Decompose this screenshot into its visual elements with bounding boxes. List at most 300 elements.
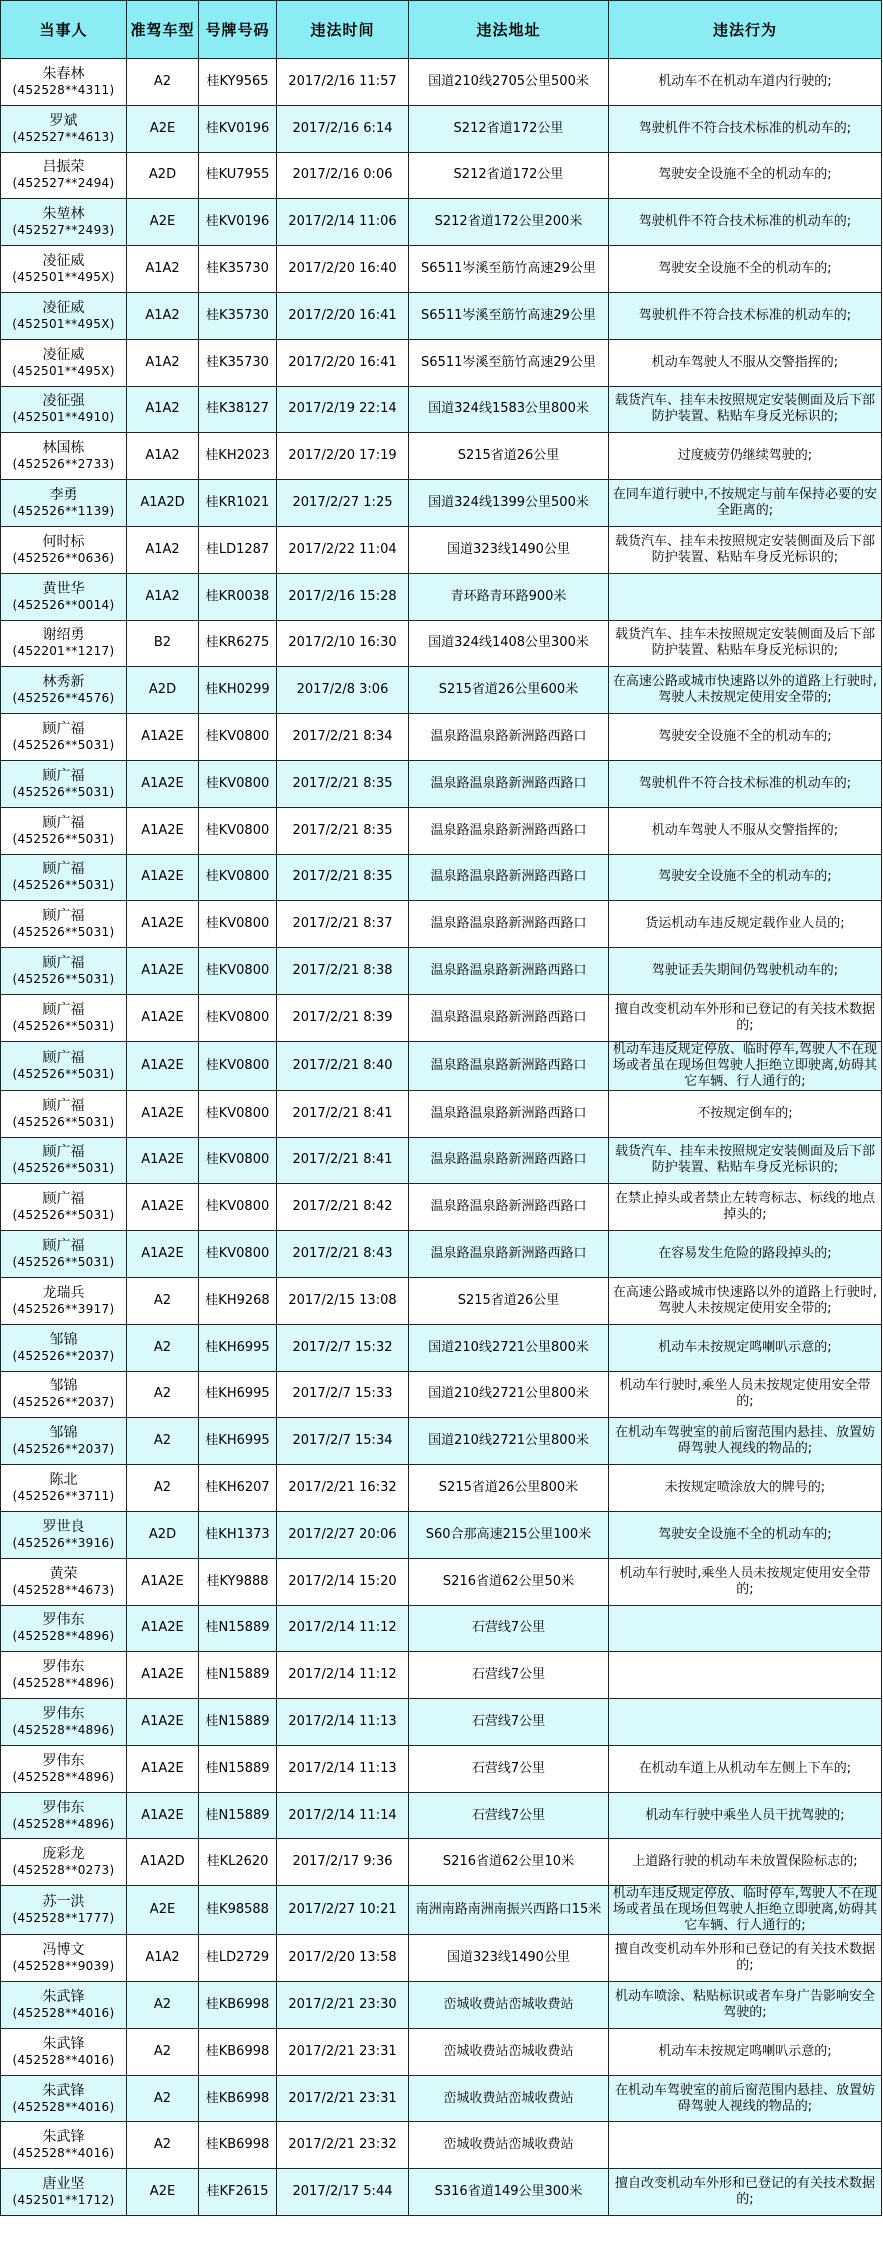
party-cell xyxy=(1,1231,127,1278)
violation-act-cell: 驾驶证丢失期间仍驾驶机动车的; xyxy=(609,948,882,995)
party-cell xyxy=(1,526,127,573)
plate-number-cell: 桂KV0800 xyxy=(199,901,277,948)
violation-act-cell: 载货汽车、挂车未按照规定安装侧面及后下部防护装置、粘贴车身反光标识的; xyxy=(609,526,882,573)
party-name: 朱武锋 xyxy=(42,2129,85,2146)
violation-time-cell: 2017/2/20 17:19 xyxy=(277,433,409,480)
table-row xyxy=(1,1465,882,1512)
violation-address-cell: S212省道172公里 xyxy=(409,105,609,152)
party-id-number: (452201**1217) xyxy=(12,644,115,659)
violation-time-cell: 2017/2/16 11:57 xyxy=(277,59,409,106)
plate-number-cell: 桂KV0800 xyxy=(199,1090,277,1137)
plate-number-cell: 桂KR1021 xyxy=(199,480,277,527)
table-row xyxy=(1,807,882,854)
violation-address-cell: 石营线7公里 xyxy=(409,1745,609,1792)
party-name: 庞彩龙 xyxy=(42,1846,85,1863)
table-row xyxy=(1,386,882,433)
violation-address-cell: 温泉路温泉路新洲路西路口 xyxy=(409,948,609,995)
party-cell xyxy=(1,59,127,106)
plate-number-cell: 桂KH0299 xyxy=(199,667,277,714)
violation-address-cell: 温泉路温泉路新洲路西路口 xyxy=(409,760,609,807)
violation-time-cell: 2017/2/16 15:28 xyxy=(277,573,409,620)
table-row xyxy=(1,105,882,152)
license-class-cell: A1A2E xyxy=(127,1792,199,1839)
violation-address-cell: S316省道149公里300米 xyxy=(409,2169,609,2216)
violation-act-cell: 机动车驾驶人不服从交警指挥的; xyxy=(609,807,882,854)
party-id-number: (452526**3917) xyxy=(12,1301,115,1316)
violation-address-cell: S6511岑溪至筋竹高速29公里 xyxy=(409,292,609,339)
license-class-cell: A1A2E xyxy=(127,1137,199,1184)
party-name: 何时标 xyxy=(42,533,85,550)
license-class-cell: A2 xyxy=(127,1465,199,1512)
party-name: 罗伟东 xyxy=(42,1799,85,1816)
plate-number-cell: 桂N15889 xyxy=(199,1699,277,1746)
plate-number-cell: 桂KV0800 xyxy=(199,1041,277,1090)
table-row xyxy=(1,760,882,807)
violation-act-cell: 驾驶机件不符合技术标准的机动车的; xyxy=(609,105,882,152)
party-cell xyxy=(1,1886,127,1935)
violation-act-cell: 驾驶机件不符合技术标准的机动车的; xyxy=(609,292,882,339)
table-row xyxy=(1,1558,882,1605)
table-row xyxy=(1,1699,882,1746)
violation-act-cell: 在禁止掉头或者禁止左转弯标志、标线的地点掉头的; xyxy=(609,1184,882,1231)
violation-act-cell: 机动车未按规定鸣喇叭示意的; xyxy=(609,2028,882,2075)
party-cell xyxy=(1,480,127,527)
party-name: 顾广福 xyxy=(42,1238,85,1255)
violation-time-cell: 2017/2/14 11:12 xyxy=(277,1605,409,1652)
violation-act-cell: 机动车违反规定停放、临时停车,驾驶人不在现场或者虽在现场但驾驶人拒绝立即驶离,妨碍其它车辆、行人通行的; xyxy=(609,1886,882,1935)
license-class-cell: A2E xyxy=(127,199,199,246)
violation-time-cell: 2017/2/21 8:35 xyxy=(277,760,409,807)
violation-time-cell: 2017/2/8 3:06 xyxy=(277,667,409,714)
violation-act-cell: 载货汽车、挂车未按照规定安装侧面及后下部防护装置、粘贴车身反光标识的; xyxy=(609,1137,882,1184)
table-row xyxy=(1,339,882,386)
party-id-number: (452526**0636) xyxy=(12,550,115,565)
license-class-cell: A2 xyxy=(127,1371,199,1418)
violation-address-cell: S6511岑溪至筋竹高速29公里 xyxy=(409,246,609,293)
violation-time-cell: 2017/2/27 20:06 xyxy=(277,1511,409,1558)
party-cell xyxy=(1,292,127,339)
plate-number-cell: 桂KL2620 xyxy=(199,1839,277,1886)
violation-time-cell: 2017/2/21 8:40 xyxy=(277,1041,409,1090)
party-id-number: (452526**0014) xyxy=(12,597,115,612)
party-name: 朱武锋 xyxy=(42,2035,85,2052)
license-class-cell: A1A2 xyxy=(127,1935,199,1982)
table-row xyxy=(1,480,882,527)
violation-act-cell xyxy=(609,1652,882,1699)
party-name: 陈北 xyxy=(49,1472,78,1488)
table-row xyxy=(1,1745,882,1792)
violation-time-cell: 2017/2/14 11:12 xyxy=(277,1652,409,1699)
violation-address-cell: 温泉路温泉路新洲路西路口 xyxy=(409,1184,609,1231)
party-cell xyxy=(1,854,127,901)
party-id-number: (452501**495X) xyxy=(12,316,115,331)
violation-address-cell: 温泉路温泉路新洲路西路口 xyxy=(409,901,609,948)
party-name: 朱春林 xyxy=(42,65,85,82)
party-name: 邹锦 xyxy=(49,1425,78,1442)
violation-address-cell: 国道324线1408公里300米 xyxy=(409,620,609,667)
violation-act-cell: 驾驶安全设施不全的机动车的; xyxy=(609,1511,882,1558)
party-id-number: (452526**5031) xyxy=(12,878,115,893)
party-cell xyxy=(1,1558,127,1605)
header-violation-address: 违法地址 xyxy=(409,1,609,59)
license-class-cell: A1A2E xyxy=(127,760,199,807)
license-class-cell: A1A2D xyxy=(127,480,199,527)
party-id-number: (452528**0273) xyxy=(12,1863,115,1878)
violation-time-cell: 2017/2/27 10:21 xyxy=(277,1886,409,1935)
plate-number-cell: 桂KV0800 xyxy=(199,994,277,1041)
license-class-cell: A1A2E xyxy=(127,1699,199,1746)
plate-number-cell: 桂K38127 xyxy=(199,386,277,433)
violation-address-cell: S215省道26公里600米 xyxy=(409,667,609,714)
violation-time-cell: 2017/2/10 16:30 xyxy=(277,620,409,667)
license-class-cell: A2E xyxy=(127,1886,199,1935)
violation-time-cell: 2017/2/22 11:04 xyxy=(277,526,409,573)
party-name: 朱堃林 xyxy=(42,206,85,223)
party-cell xyxy=(1,1371,127,1418)
license-class-cell: A1A2 xyxy=(127,573,199,620)
header-license-class: 准驾车型 xyxy=(127,1,199,59)
party-name: 罗伟东 xyxy=(42,1705,85,1722)
party-name: 朱武锋 xyxy=(42,1988,85,2005)
header-violation-act: 违法行为 xyxy=(609,1,882,59)
table-row xyxy=(1,1886,882,1935)
violation-address-cell: 国道210线2705公里500米 xyxy=(409,59,609,106)
party-id-number: (452526**5031) xyxy=(12,1161,115,1176)
license-class-cell: A2D xyxy=(127,667,199,714)
license-class-cell: A1A2E xyxy=(127,994,199,1041)
violation-act-cell: 在机动车驾驶室的前后窗范围内悬挂、放置妨碍驾驶人视线的物品的; xyxy=(609,1418,882,1465)
table-row xyxy=(1,1231,882,1278)
party-name: 凌征威 xyxy=(42,253,85,270)
party-name: 邹锦 xyxy=(49,1378,78,1395)
table-row xyxy=(1,620,882,667)
violation-act-cell: 驾驶安全设施不全的机动车的; xyxy=(609,152,882,199)
table-row xyxy=(1,1982,882,2029)
violation-address-cell: 青环路青环路900米 xyxy=(409,573,609,620)
table-row xyxy=(1,948,882,995)
table-row xyxy=(1,1839,882,1886)
party-cell xyxy=(1,1935,127,1982)
license-class-cell: A2 xyxy=(127,1418,199,1465)
violation-time-cell: 2017/2/7 15:33 xyxy=(277,1371,409,1418)
violation-time-cell: 2017/2/21 23:31 xyxy=(277,2075,409,2122)
table-row xyxy=(1,901,882,948)
license-class-cell: A2 xyxy=(127,1324,199,1371)
violation-act-cell: 过度疲劳仍继续驾驶的; xyxy=(609,433,882,480)
license-class-cell: A1A2E xyxy=(127,1745,199,1792)
party-name: 顾广福 xyxy=(42,908,85,925)
plate-number-cell: 桂LD1287 xyxy=(199,526,277,573)
party-cell xyxy=(1,1652,127,1699)
violation-address-cell: 国道323线1490公里 xyxy=(409,526,609,573)
party-name: 顾广福 xyxy=(42,1049,85,1066)
plate-number-cell: 桂KR6275 xyxy=(199,620,277,667)
license-class-cell: A2D xyxy=(127,152,199,199)
violation-address-cell: 温泉路温泉路新洲路西路口 xyxy=(409,1137,609,1184)
party-name: 林秀新 xyxy=(42,674,85,691)
table-row xyxy=(1,1137,882,1184)
violation-address-cell: S216省道62公里10米 xyxy=(409,1839,609,1886)
party-cell xyxy=(1,1745,127,1792)
party-cell xyxy=(1,1839,127,1886)
party-name: 顾广福 xyxy=(42,955,85,972)
violation-act-cell: 在高速公路或城市快速路以外的道路上行驶时,驾驶人未按规定使用安全带的; xyxy=(609,1277,882,1324)
violation-time-cell: 2017/2/21 8:37 xyxy=(277,901,409,948)
party-cell xyxy=(1,2075,127,2122)
violation-act-cell: 不按规定倒车的; xyxy=(609,1090,882,1137)
party-id-number: (452528**4896) xyxy=(12,1676,115,1691)
violation-act-cell: 在机动车驾驶室的前后窗范围内悬挂、放置妨碍驾驶人视线的物品的; xyxy=(609,2075,882,2122)
violation-time-cell: 2017/2/21 8:35 xyxy=(277,807,409,854)
header-plate-number: 号牌号码 xyxy=(199,1,277,59)
license-class-cell: A1A2E xyxy=(127,1558,199,1605)
party-name: 凌征威 xyxy=(42,299,85,316)
party-cell xyxy=(1,1137,127,1184)
table-row xyxy=(1,1605,882,1652)
plate-number-cell: 桂KH9268 xyxy=(199,1277,277,1324)
license-class-cell: A2D xyxy=(127,1511,199,1558)
party-cell xyxy=(1,2122,127,2169)
violation-address-cell: 石营线7公里 xyxy=(409,1605,609,1652)
party-cell xyxy=(1,1324,127,1371)
party-id-number: (452501**4910) xyxy=(12,410,115,425)
plate-number-cell: 桂KU7955 xyxy=(199,152,277,199)
party-name: 唐业坚 xyxy=(42,2176,85,2193)
violation-act-cell xyxy=(609,2122,882,2169)
violation-address-cell: 峦城收费站峦城收费站 xyxy=(409,2028,609,2075)
violation-time-cell: 2017/2/21 8:43 xyxy=(277,1231,409,1278)
license-class-cell: A1A2E xyxy=(127,901,199,948)
violation-act-cell xyxy=(609,1699,882,1746)
party-cell xyxy=(1,386,127,433)
party-name: 凌征威 xyxy=(42,346,85,363)
plate-number-cell: 桂KH6995 xyxy=(199,1324,277,1371)
party-name: 罗伟东 xyxy=(42,1612,85,1629)
violation-time-cell: 2017/2/16 6:14 xyxy=(277,105,409,152)
violation-act-cell: 未按规定喷涂放大的牌号的; xyxy=(609,1465,882,1512)
party-cell xyxy=(1,620,127,667)
plate-number-cell: 桂KH1373 xyxy=(199,1511,277,1558)
party-cell xyxy=(1,246,127,293)
violation-act-cell: 机动车喷涂、粘贴标识或者车身广告影响安全驾驶的; xyxy=(609,1982,882,2029)
plate-number-cell: 桂KV0800 xyxy=(199,760,277,807)
table-row xyxy=(1,994,882,1041)
party-cell xyxy=(1,714,127,761)
party-id-number: (452528**4896) xyxy=(12,1629,115,1644)
party-id-number: (452527**4613) xyxy=(12,129,115,144)
party-name: 邹锦 xyxy=(49,1331,78,1348)
party-cell xyxy=(1,573,127,620)
party-cell xyxy=(1,1605,127,1652)
violation-act-cell: 驾驶机件不符合技术标准的机动车的; xyxy=(609,199,882,246)
license-class-cell: A2 xyxy=(127,2028,199,2075)
violation-time-cell: 2017/2/15 13:08 xyxy=(277,1277,409,1324)
plate-number-cell: 桂KV0800 xyxy=(199,948,277,995)
violation-address-cell: 国道323线1490公里 xyxy=(409,1935,609,1982)
license-class-cell: A1A2 xyxy=(127,246,199,293)
table-row xyxy=(1,1277,882,1324)
party-id-number: (452528**4896) xyxy=(12,1722,115,1737)
party-cell xyxy=(1,807,127,854)
table-row xyxy=(1,2169,882,2216)
party-id-number: (452526**5031) xyxy=(12,831,115,846)
violation-address-cell: S216省道62公里50米 xyxy=(409,1558,609,1605)
violation-act-cell: 擅自改变机动车外形和已登记的有关技术数据的; xyxy=(609,1935,882,1982)
party-name: 龙瑞兵 xyxy=(42,1284,85,1301)
license-class-cell: B2 xyxy=(127,620,199,667)
party-id-number: (452526**5031) xyxy=(12,738,115,753)
plate-number-cell: 桂KV0800 xyxy=(199,854,277,901)
table-row xyxy=(1,2122,882,2169)
license-class-cell: A2E xyxy=(127,105,199,152)
plate-number-cell: 桂N15889 xyxy=(199,1745,277,1792)
violation-time-cell: 2017/2/21 8:42 xyxy=(277,1184,409,1231)
violation-act-cell xyxy=(609,573,882,620)
plate-number-cell: 桂KV0800 xyxy=(199,1231,277,1278)
party-id-number: (452528**4896) xyxy=(12,1769,115,1784)
header-row xyxy=(1,1,882,59)
violation-address-cell: S215省道26公里 xyxy=(409,433,609,480)
violation-act-cell: 在机动车道上从机动车左侧上下车的; xyxy=(609,1745,882,1792)
table-row xyxy=(1,1184,882,1231)
party-name: 罗斌 xyxy=(49,112,78,129)
violation-time-cell: 2017/2/14 11:06 xyxy=(277,199,409,246)
violation-time-cell: 2017/2/7 15:34 xyxy=(277,1418,409,1465)
plate-number-cell: 桂KH2023 xyxy=(199,433,277,480)
party-name: 顾广福 xyxy=(42,767,85,784)
plate-number-cell: 桂LD2729 xyxy=(199,1935,277,1982)
violation-address-cell: 温泉路温泉路新洲路西路口 xyxy=(409,807,609,854)
plate-number-cell: 桂KB6998 xyxy=(199,2075,277,2122)
party-name: 罗伟东 xyxy=(42,1659,85,1676)
violation-act-cell: 驾驶机件不符合技术标准的机动车的; xyxy=(609,760,882,807)
table-row xyxy=(1,667,882,714)
violation-time-cell: 2017/2/20 16:40 xyxy=(277,246,409,293)
plate-number-cell: 桂KB6998 xyxy=(199,2122,277,2169)
table-row xyxy=(1,1792,882,1839)
plate-number-cell: 桂N15889 xyxy=(199,1605,277,1652)
violation-time-cell: 2017/2/21 8:38 xyxy=(277,948,409,995)
party-id-number: (452526**5031) xyxy=(12,925,115,940)
party-name: 谢绍勇 xyxy=(42,627,85,644)
party-id-number: (452528**4311) xyxy=(12,82,115,97)
violation-time-cell: 2017/2/27 1:25 xyxy=(277,480,409,527)
violation-act-cell xyxy=(609,1605,882,1652)
violation-address-cell: 国道324线1583公里800米 xyxy=(409,386,609,433)
party-id-number: (452526**4576) xyxy=(12,691,115,706)
violation-time-cell: 2017/2/21 23:32 xyxy=(277,2122,409,2169)
violation-address-cell: 石营线7公里 xyxy=(409,1792,609,1839)
violation-time-cell: 2017/2/17 9:36 xyxy=(277,1839,409,1886)
plate-number-cell: 桂KV0800 xyxy=(199,1137,277,1184)
violation-time-cell: 2017/2/16 0:06 xyxy=(277,152,409,199)
violation-act-cell: 擅自改变机动车外形和已登记的有关技术数据的; xyxy=(609,2169,882,2216)
plate-number-cell: 桂KH6207 xyxy=(199,1465,277,1512)
violation-act-cell: 驾驶安全设施不全的机动车的; xyxy=(609,246,882,293)
table-row xyxy=(1,1324,882,1371)
violation-address-cell: S212省道172公里 xyxy=(409,152,609,199)
party-cell xyxy=(1,1277,127,1324)
violation-act-cell: 驾驶安全设施不全的机动车的; xyxy=(609,854,882,901)
party-cell xyxy=(1,667,127,714)
violation-address-cell: S215省道26公里800米 xyxy=(409,1465,609,1512)
violation-act-cell: 在容易发生危险的路段掉头的; xyxy=(609,1231,882,1278)
party-id-number: (452528**4016) xyxy=(12,2052,115,2067)
party-cell xyxy=(1,433,127,480)
license-class-cell: A1A2E xyxy=(127,1605,199,1652)
party-cell xyxy=(1,339,127,386)
party-cell xyxy=(1,1041,127,1090)
plate-number-cell: 桂KY9888 xyxy=(199,1558,277,1605)
plate-number-cell: 桂K35730 xyxy=(199,246,277,293)
party-id-number: (452526**5031) xyxy=(12,972,115,987)
party-id-number: (452526**5031) xyxy=(12,784,115,799)
violation-act-cell: 机动车行驶时,乘坐人员未按规定使用安全带的; xyxy=(609,1558,882,1605)
plate-number-cell: 桂KV0800 xyxy=(199,807,277,854)
party-name: 苏一洪 xyxy=(42,1894,85,1911)
violation-time-cell: 2017/2/7 15:32 xyxy=(277,1324,409,1371)
table-row xyxy=(1,854,882,901)
table-row xyxy=(1,1652,882,1699)
license-class-cell: A2 xyxy=(127,1277,199,1324)
license-class-cell: A2E xyxy=(127,2169,199,2216)
plate-number-cell: 桂KV0800 xyxy=(199,1184,277,1231)
violation-address-cell: 峦城收费站峦城收费站 xyxy=(409,2075,609,2122)
violation-address-cell: 温泉路温泉路新洲路西路口 xyxy=(409,714,609,761)
license-class-cell: A1A2 xyxy=(127,433,199,480)
violation-time-cell: 2017/2/21 16:32 xyxy=(277,1465,409,1512)
license-class-cell: A1A2 xyxy=(127,526,199,573)
violation-time-cell: 2017/2/21 23:30 xyxy=(277,1982,409,2029)
violation-address-cell: S60合那高速215公里100米 xyxy=(409,1511,609,1558)
table-row xyxy=(1,714,882,761)
violation-time-cell: 2017/2/19 22:14 xyxy=(277,386,409,433)
table-row xyxy=(1,59,882,106)
violation-act-cell: 机动车未按规定鸣喇叭示意的; xyxy=(609,1324,882,1371)
violation-address-cell: S215省道26公里 xyxy=(409,1277,609,1324)
violation-time-cell: 2017/2/21 8:34 xyxy=(277,714,409,761)
party-name: 罗世良 xyxy=(42,1518,85,1535)
violation-address-cell: 温泉路温泉路新洲路西路口 xyxy=(409,994,609,1041)
violation-address-cell: 南洲南路南洲南振兴西路口15米 xyxy=(409,1886,609,1935)
license-class-cell: A1A2E xyxy=(127,1184,199,1231)
party-name: 吕振荣 xyxy=(42,159,85,176)
violation-time-cell: 2017/2/21 8:39 xyxy=(277,994,409,1041)
violation-act-cell: 驾驶安全设施不全的机动车的; xyxy=(609,714,882,761)
party-name: 黄世华 xyxy=(42,580,85,597)
party-cell xyxy=(1,1465,127,1512)
party-name: 凌征强 xyxy=(42,393,85,410)
license-class-cell: A1A2E xyxy=(127,1652,199,1699)
violation-act-cell: 载货汽车、挂车未按照规定安装侧面及后下部防护装置、粘贴车身反光标识的; xyxy=(609,386,882,433)
violation-address-cell: 峦城收费站峦城收费站 xyxy=(409,1982,609,2029)
party-id-number: (452526**2037) xyxy=(12,1395,115,1410)
party-id-number: (452526**5031) xyxy=(12,1066,115,1081)
table-row xyxy=(1,1418,882,1465)
party-name: 顾广福 xyxy=(42,861,85,878)
party-id-number: (452501**1712) xyxy=(12,2193,115,2208)
violation-address-cell: 石营线7公里 xyxy=(409,1699,609,1746)
table-row xyxy=(1,152,882,199)
violation-time-cell: 2017/2/21 8:41 xyxy=(277,1137,409,1184)
license-class-cell: A1A2E xyxy=(127,1041,199,1090)
table-row xyxy=(1,573,882,620)
party-id-number: (452526**5031) xyxy=(12,1114,115,1129)
plate-number-cell: 桂KV0800 xyxy=(199,714,277,761)
table-row xyxy=(1,292,882,339)
party-id-number: (452528**4016) xyxy=(12,2099,115,2114)
header-party: 当事人 xyxy=(1,1,127,59)
